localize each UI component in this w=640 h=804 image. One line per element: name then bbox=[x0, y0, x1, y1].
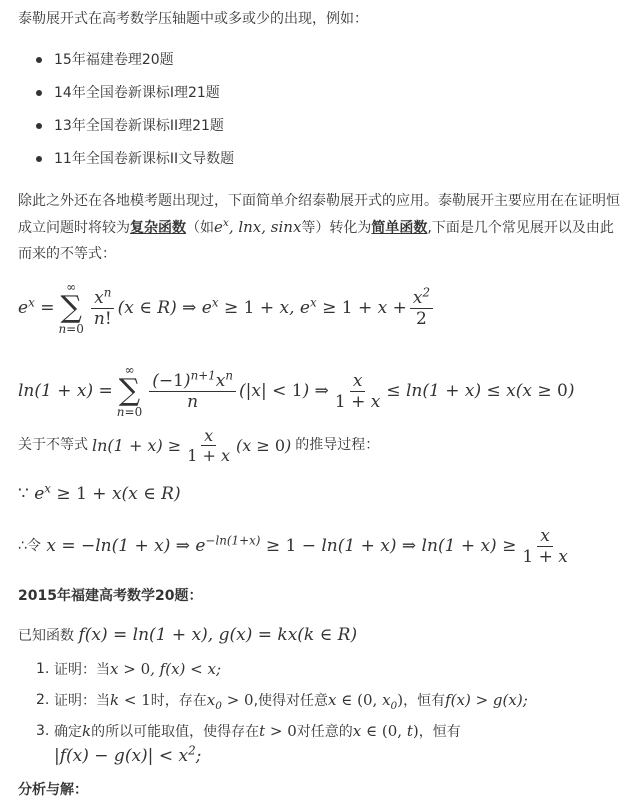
list-item: 1. 证明：当x > 0, f(x) < x; bbox=[18, 657, 626, 682]
list-item: 11年全国卷新课标II文导数题 bbox=[36, 149, 626, 182]
item-text: 时，存在 bbox=[150, 692, 207, 709]
problem-title: 2015年福建高考数学20题： bbox=[18, 588, 203, 605]
problem-given: 已知函数 f(x) = ln(1 + x), g(x) = kx(k ∈ R) bbox=[18, 624, 358, 645]
list-item: 13年全国卷新课标II理21题 bbox=[36, 116, 626, 149]
problem-items bbox=[18, 657, 626, 769]
description-paragraph bbox=[18, 188, 626, 267]
item-text: ，恒有 bbox=[403, 692, 446, 709]
list-item: 2. 证明：当k < 1时，存在$x_0 > 0$,使得对任意x ∈ (0, $x_0$)，恒有f(x) > g(x); bbox=[18, 688, 626, 713]
para-text: 除此之外还在各地模考题出现过，下面简单介绍泰勒展开式的应用。泰勒展开主要应用在在证明恒成立问题时将较为 bbox=[18, 193, 620, 237]
para-text: ,下面是几个常见展开以及由此而来的不等式： bbox=[18, 220, 614, 263]
item-text: 确定 bbox=[54, 723, 82, 740]
formula-ln-expansion: ln(1 + x) = ∞ ∑ n=0 $\frac{(-1)^{n+1}x^n}{n}$ (|x| < 1) ⇒ $\frac{x}{1 + x}$ ≤ ln(1 + x) ≤ x(x ≥ 0) bbox=[18, 363, 575, 420]
derivation-label: 关于不等式 ln(1 + x) ≥ $\frac{x}{1 + x}$ (x ≥ 0) 的推导过程： bbox=[18, 425, 380, 465]
func-examples: $e^x$, lnx, sinx bbox=[214, 217, 302, 237]
list-item: 3. 确定k的所以可能取值，使得存在t > 0对任意的x ∈ (0, t)，恒有 $|f(x) - g(x)| < x^2$; bbox=[18, 719, 626, 769]
because-symbol: ∵ bbox=[18, 483, 29, 504]
item-text: 对任意的 bbox=[296, 723, 353, 740]
label-text: 关于不等式 bbox=[18, 437, 88, 454]
intro-text: 泰勒展开式在高考数学压轴题中或多或少的出现，例如： bbox=[18, 11, 368, 27]
item-text: 证明：当 bbox=[54, 661, 110, 678]
item-text: ，恒有 bbox=[418, 723, 461, 740]
item-number: 2. bbox=[36, 691, 50, 708]
simple-function-term: 简单函数 bbox=[371, 220, 428, 237]
item-number: 3. bbox=[36, 722, 50, 739]
therefore-symbol: ∴令 bbox=[18, 538, 41, 555]
para-text: （如 bbox=[186, 220, 214, 237]
item-text: 证明：当 bbox=[54, 692, 110, 709]
example-list bbox=[18, 50, 626, 182]
para-text: 等）转化为 bbox=[301, 220, 372, 237]
item-text: 的所以可能取值，使得存在 bbox=[91, 723, 260, 740]
analysis-heading: 分析与解： bbox=[18, 781, 88, 798]
item-text: ,使得对任意 bbox=[253, 692, 329, 709]
list-item: 14年全国卷新课标I理21题 bbox=[36, 83, 626, 116]
label-text: 的推导过程： bbox=[295, 437, 380, 454]
formula-exp-expansion: $e^x$ = ∞ ∑ n=0 $\frac{x^n}{n!}$ (x ∈ R) ⇒ $e^x \ge 1 + x$, $e^x \ge 1 + x$ + $\frac{x^2}{2}$ bbox=[18, 275, 626, 341]
because-line: ∵ $e^x \ge 1 + x(x$ ∈ R) bbox=[18, 479, 626, 509]
therefore-line: ∴令 x = −ln(1 + x) ⇒ $e^{-ln(1+x)} \ge 1 - \ln(1 + x)$ ⇒ ln(1 + x) ≥ $\frac{x}{1 + x}$ bbox=[18, 525, 568, 567]
item-number: 1. bbox=[36, 660, 50, 677]
complex-function-term: 复杂函数 bbox=[130, 220, 186, 237]
list-item: 15年福建卷理20题 bbox=[36, 50, 626, 83]
given-text: 已知函数 bbox=[18, 627, 74, 644]
